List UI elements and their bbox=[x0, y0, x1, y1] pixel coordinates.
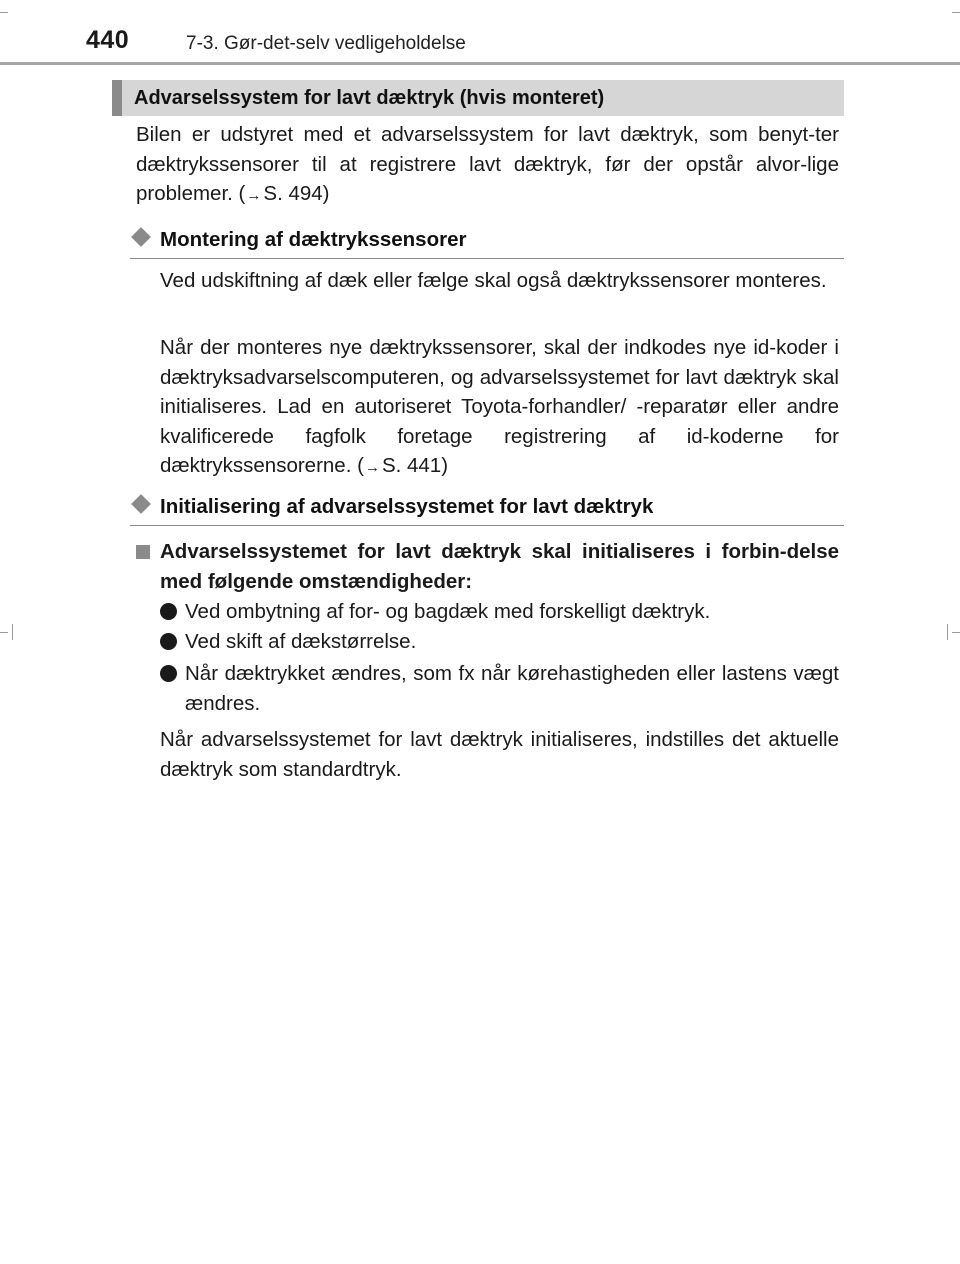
condition-heading-text: Advarselssystemet for lavt dæktryk skal initialiseres i forbin-delse med følgende omstændigheder: bbox=[160, 540, 839, 593]
header-rule bbox=[0, 62, 960, 65]
crop-mark bbox=[12, 624, 13, 640]
section-title: Advarselssystem for lavt dæktryk (hvis monteret) bbox=[134, 87, 605, 109]
mounting-paragraph-2-text: Når der monteres nye dæktrykssensorer, skal der indkodes nye id-koder i dæktryksadvarselscomputeren, og advarselssystemet for lavt dæktryk skal initialiseres. Lad en autoriseret Toyota-forhandler/ -reparatør eller andre kvalificerede fagfolk foretage registrering af id-koderne for dæktrykssensorerne. ( bbox=[160, 336, 839, 477]
square-bullet-icon bbox=[136, 545, 150, 559]
list-item-text: Ved skift af dækstørrelse. bbox=[185, 630, 417, 653]
crop-mark bbox=[952, 632, 960, 633]
crop-mark bbox=[0, 632, 8, 633]
intro-paragraph bbox=[136, 120, 839, 211]
diamond-icon bbox=[131, 227, 151, 247]
section-banner bbox=[112, 80, 844, 116]
subsection-title: Initialisering af advarselssystemet for lavt dæktryk bbox=[160, 495, 654, 518]
list-item-text: Ved ombytning af for- og bagdæk med forskelligt dæktryk. bbox=[185, 600, 711, 623]
arrow-right-icon: → bbox=[364, 459, 380, 476]
page-header bbox=[0, 0, 960, 66]
page-number: 440 bbox=[86, 26, 130, 54]
subsection-heading-initialization bbox=[130, 491, 844, 526]
condition-heading bbox=[136, 537, 839, 596]
crop-mark bbox=[947, 624, 948, 640]
intro-page-reference[interactable]: S. 494) bbox=[263, 182, 330, 205]
arrow-right-icon: → bbox=[246, 187, 262, 204]
subsection-heading-mounting bbox=[130, 224, 844, 259]
closing-paragraph: Når advarselssystemet for lavt dæktryk initialiseres, indstilles det aktuelle dæktryk som standardtryk. bbox=[160, 728, 839, 781]
mounting-page-reference[interactable]: S. 441) bbox=[381, 454, 449, 477]
diamond-icon bbox=[131, 494, 151, 514]
intro-text: Bilen er udstyret med et advarselssystem for lavt dæktryk, som benyt-ter dæktrykssensorer til at registrere lavt dæktryk, før der opstår alvor-lige problemer. ( bbox=[136, 123, 839, 205]
list-item bbox=[160, 659, 839, 718]
bullet-dot-icon bbox=[160, 633, 177, 650]
bullet-dot-icon bbox=[160, 665, 177, 682]
mounting-paragraph-2 bbox=[160, 333, 839, 483]
list-item-text: Når dæktrykket ændres, som fx når kørehastigheden eller lastens vægt ændres. bbox=[185, 662, 839, 715]
section-banner-bar bbox=[112, 80, 122, 116]
mounting-paragraph-1: Ved udskiftning af dæk eller fælge skal også dæktrykssensorer monteres. bbox=[160, 269, 827, 292]
subsection-title: Montering af dæktrykssensorer bbox=[160, 228, 467, 251]
list-item bbox=[160, 627, 839, 657]
list-item bbox=[160, 597, 839, 627]
bullet-dot-icon bbox=[160, 603, 177, 620]
chapter-title: 7-3. Gør-det-selv vedligeholdelse bbox=[186, 33, 466, 54]
